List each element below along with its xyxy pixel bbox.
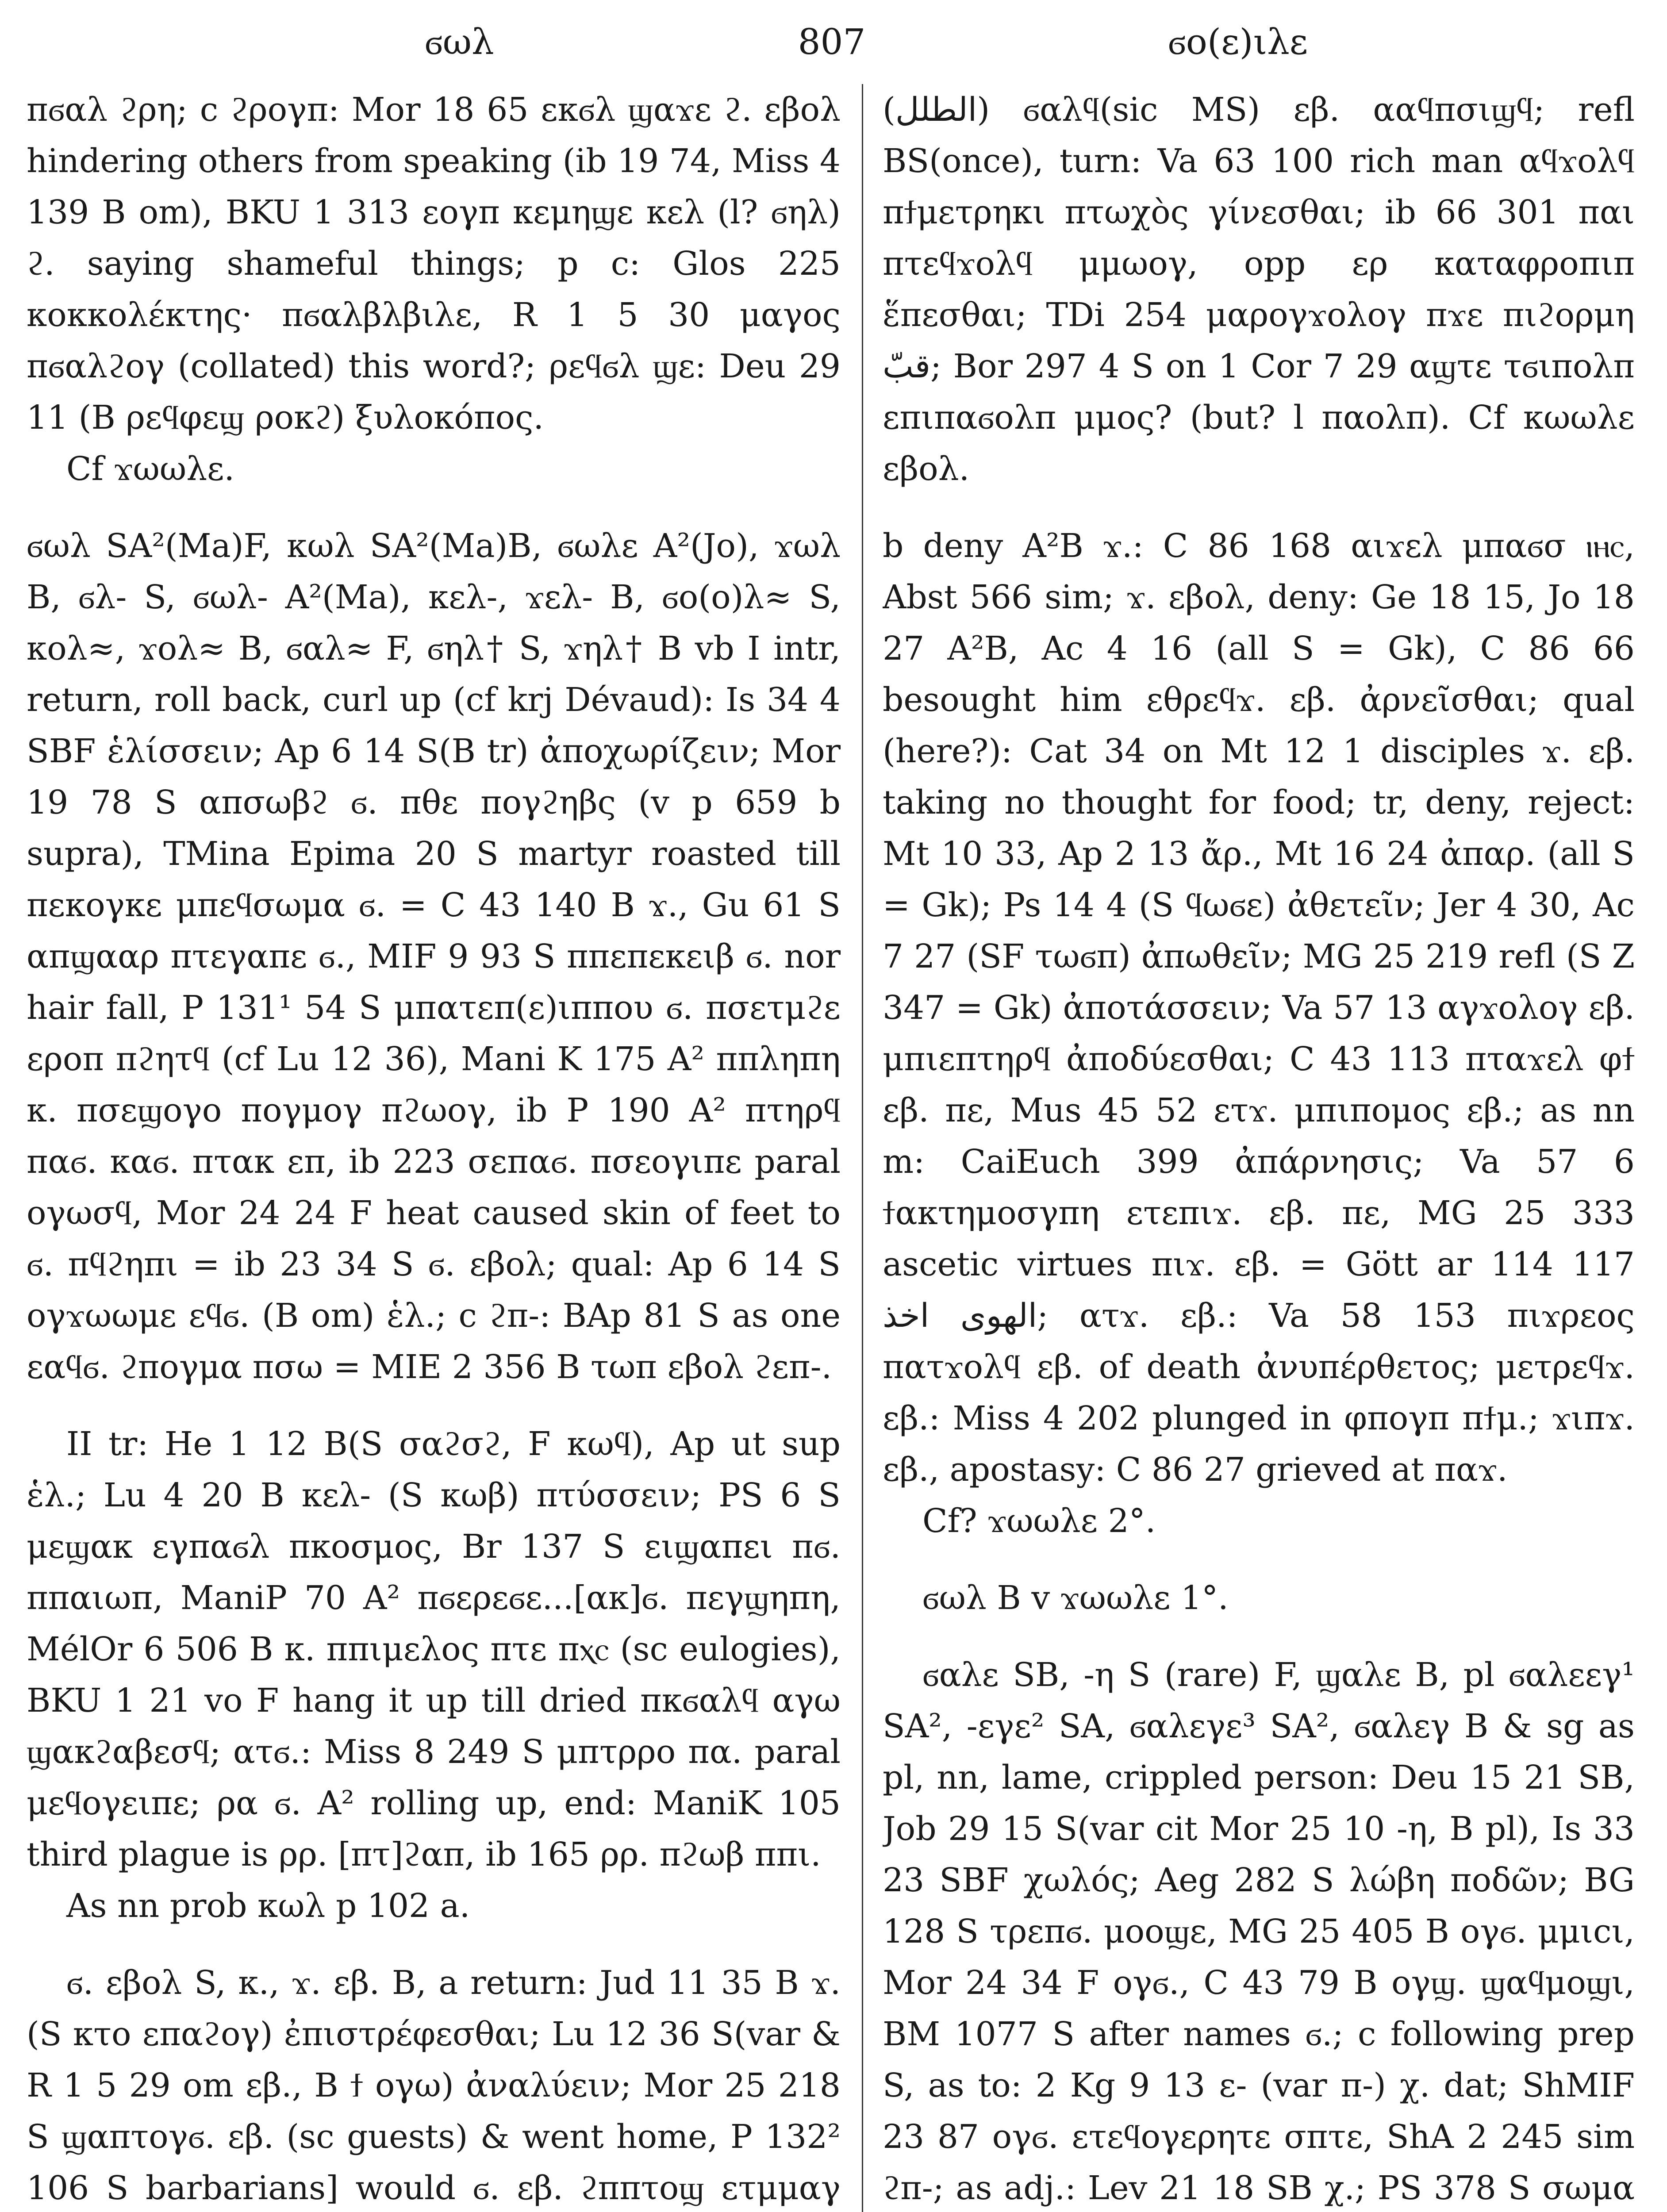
page-number: 807: [798, 21, 866, 62]
entry-paragraph: Cf? ϫωωλε 2°.: [922, 1502, 1156, 1540]
entry-paragraph: ϭωλ B v ϫωωλε 1°.: [922, 1579, 1229, 1617]
right-column: [883, 84, 1635, 2212]
left-column: [27, 84, 841, 2212]
entry-paragraph: II tr: He 1 12 B(S σαϩσϩ, F κωϥ), Ap ut sup ἑλ.; Lu 4 20 B κελ- (S κωβ) πτύσσειν; PS 6 S μεϣακ εγπαϭλ πκοσμος, Br 137 S ειϣαπει πϭ. ππαιωπ, ManiP 70 A² πϭερεϭε...[ακ]ϭ. πεγϣηπη, MélOr 6 506 B κ. ππιμελος πτε πⲭⲥ (sc eulogies), BKU 1 21 vo F hang it up till dried πκϭαλϥ αγω ϣακϩαβεσϥ; ατϭ.: Miss 8 249 S μπτρρο πα. paral μεϥογειπε; ρα ϭ. A² rolling up, end: ManiK 105 third plague is ρρ. [πτ]ϩαπ, ib 165 ρρ. πϩωβ ππι.: [27, 1425, 841, 1874]
entry-paragraph: (الطلل) ϭαλϥ(sic MS) εβ. ααϥπσιϣϥ; refl BS(once), turn: Va 63 100 rich man αϥϫολϥ πϯμετρηκι πτωχὸς γίνεσθαι; ib 66 301 παι πτεϥϫολϥ μμωογ, opp ερ καταφροπιπ ἕπεσθαι; TDi 254 μαρογϫολογ πϫε πιϩορμη قبّ; Bor 297 4 S on 1 Cor 7 29 αϣτε τϭιπολπ επιπαϭολπ μμος? (but? l παολπ). Cf κωωλε εβολ.: [883, 91, 1635, 488]
entry-paragraph: As nn prob κωλ p 102 a.: [66, 1887, 470, 1925]
entry-paragraph: Cf ϫωωλε.: [66, 450, 234, 488]
column-divider: [862, 84, 863, 2212]
header-left-headword: ϭωλ: [425, 21, 494, 62]
entry-paragraph: ϭαλε SB, -η S (rare) F, ϣαλε B, pl ϭαλεεγ¹ SA², -εγε² SA, ϭαλεγε³ SA², ϭαλεγ B & sg as pl, nn, lame, crippled person: Deu 15 21 SB, Job 29 15 S(var cit Mor 25 10 -η, B pl), Is 33 23 SBF χωλός; Aeg 282 S λώβη ποδῶν; BG 128 S τρεπϭ. μοοϣε, MG 25 405 B ογϭ. μμιϲι, Mor 24 34 F ογϭ., C 43 79 B ογϣ. ϣαϥμοϣι, BM 1077 S after names ϭ.; c following prep S, as to: 2 Kg 9 13 ε- (var π-) χ. dat; ShMIF 23 87 ογϭ. ετεϥογερητε σπτε, ShA 2 245 sim ϩπ-; as adj.: Lev 21 18 SB χ.; PS 378 S σωμα: [883, 1656, 1635, 2207]
entry-paragraph: ϭ. εβολ S, κ., ϫ. εβ. B, a return: Jud 11 35 B ϫ. (S κτο επαϩογ) ἐπιστρέφεσθαι; Lu 12 36 S(var & R 1 5 29 om εβ., B ϯ ογω) ἀναλύειν; Mor 25 218 S ϣαπτογϭ. εβ. (sc guests) & went home, P 132² 106 S barbarians] would ϭ. εβ. ϩππτοϣ ετμμαγ: [27, 1964, 841, 2207]
page-header: [0, 13, 1667, 71]
header-right-headword: ϭο(ε)ιλε: [1168, 21, 1308, 62]
entry-paragraph: πϭαλ ϩρη; c ϩρογπ: Mor 18 65 εκϭλ ϣαϫε ϩ. εβολ hindering others from speaking (ib 19 74, Miss 4 139 B om), BKU 1 313 εογπ κεμηϣε κελ (l? ϭηλ) ϩ. saying shameful things; p c: Glos 225 κοκκολέκτης· πϭαλβλβιλε, R 1 5 30 μαγος πϭαλϩογ (collated) this word?; ρεϥϭλ ϣε: Deu 29 11 (B ρεϥφεϣ ροκϩ) ξυλοκόπος.: [27, 91, 841, 437]
entry-paragraph: ϭωλ SA²(Ma)F, κωλ SA²(Ma)B, ϭωλε A²(Jo), ϫωλ B, ϭλ- S, ϭωλ- A²(Ma), κελ-, ϫελ- B, ϭο(ο)λ≈ S, κολ≈, ϫολ≈ B, ϭαλ≈ F, ϭηλ† S, ϫηλ† B vb I intr, return, roll back, curl up (cf krj Dévaud): Is 34 4 SBF ἑλίσσειν; Ap 6 14 S(B tr) ἀποχωρίζειν; Mor 19 78 S απσωβϩ ϭ. πθε πογϩηβς (v p 659 b supra), TMina Epima 20 S martyr roasted till πεκογκε μπεϥσωμα ϭ. = C 43 140 B ϫ., Gu 61 S απϣααρ πτεγαπε ϭ., MIF 9 93 S ππεπεκειβ ϭ. nor hair fall, P 131¹ 54 S μπατεπ(ε)ιππου ϭ. πσετμϩε εροπ πϩητϥ (cf Lu 12 36), Mani K 175 A² ππληπη κ. πσεϣογο πογμογ πϩωογ, ib P 190 A² πτηρϥ παϭ. καϭ. πτακ επ, ib 223 σεπαϭ. πσεογιπε paral ογωσϥ, Mor 24 24 F heat caused skin of feet to ϭ. πϥϩηπι = ib 23 34 S ϭ. εβολ; qual: Ap 6 14 S ογϫωωμε εϥϭ. (B om) ἑλ.; c ϩπ-: BAp 81 S as one εαϥϭ. ϩπογμα πσω = MIE 2 356 B τωπ εβολ ϩεπ-.: [27, 527, 841, 1386]
entry-paragraph: b deny A²B ϫ.: C 86 168 αιϫελ μπαϭσ ⲓⲏⲥ, Abst 566 sim; ϫ. εβολ, deny: Ge 18 15, Jo 18 27 A²B, Ac 4 16 (all S = Gk), C 86 66 besought him εθρεϥϫ. εβ. ἀρνεῖσθαι; qual (here?): Cat 34 on Mt 12 1 disciples ϫ. εβ. taking no thought for food; tr, deny, reject: Mt 10 33, Ap 2 13 ἄρ., Mt 16 24 ἀπαρ. (all S = Gk); Ps 14 4 (S ϥωϭε) ἀθετεῖν; Jer 4 30, Ac 7 27 (SF τωϭπ) ἀπωθεῖν; MG 25 219 refl (S Z 347 = Gk) ἀποτάσσειν; Va 57 13 αγϫολογ εβ. μπιεπτηρϥ ἀποδύεσθαι; C 43 113 πταϫελ φϯ εβ. πε, Mus 45 52 ετϫ. μπιπομος εβ.; as nn m: CaiEuch 399 ἀπάρνησις; Va 57 6 ϯακτημοσγπη ετεπιϫ. εβ. πε, MG 25 333 ascetic virtues πιϫ. εβ. = Gött ar 114 117 الهوى اخذ; ατϫ. εβ.: Va 58 153 πιϫρεος πατϫολϥ εβ. of death ἀνυπέρθετος; μετρεϥϫ. εβ.: Miss 4 202 plunged in φπογπ πϯμ.; ϫιπϫ. εβ., apostasy: C 86 27 grieved at παϫ.: [883, 527, 1635, 1489]
